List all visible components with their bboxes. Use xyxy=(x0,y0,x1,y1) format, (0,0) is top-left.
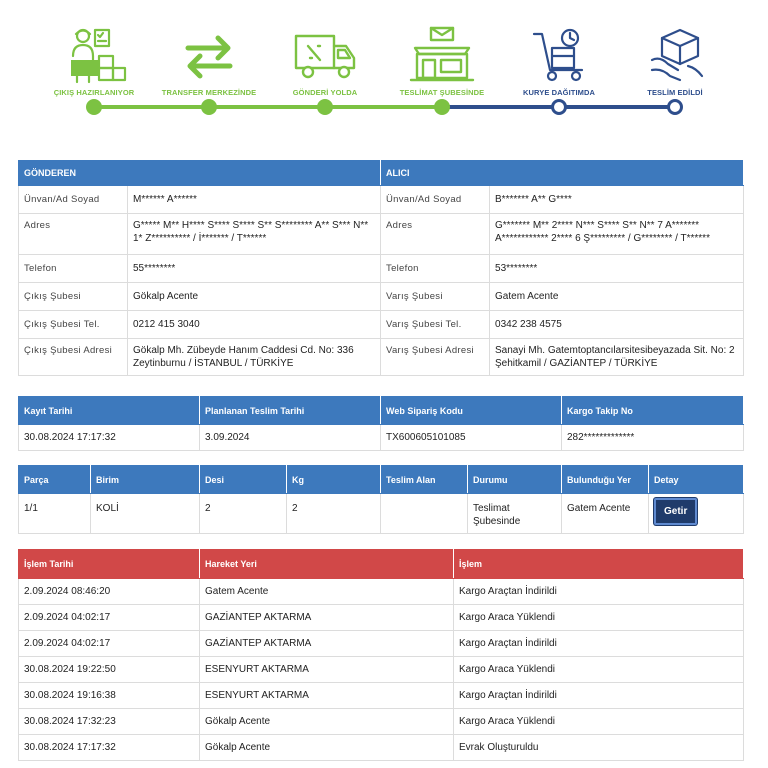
receiver-address-label: Adres xyxy=(381,214,490,255)
unit: KOLİ xyxy=(91,494,200,534)
movement-place: ESENYURT AKTARMA xyxy=(200,683,454,709)
movement-action: Kargo Araca Yüklendi xyxy=(454,709,744,735)
receiver-header: ALICI xyxy=(381,161,744,186)
desi: 2 xyxy=(200,494,287,534)
registration-date-header: Kayıt Tarihi xyxy=(19,397,200,425)
origin-branch: Gökalp Acente xyxy=(128,283,381,311)
destination-branch-phone: 0342 238 4575 xyxy=(490,311,744,339)
step-label: KURYE DAĞITIMDA xyxy=(522,88,596,97)
detail-cell xyxy=(649,494,744,534)
movement-action: Kargo Araçtan İndirildi xyxy=(454,579,744,605)
step-dot-courier xyxy=(551,99,567,115)
table-row xyxy=(19,311,744,339)
planned-delivery-header: Planlanan Teslim Tarihi xyxy=(200,397,381,425)
step-label: GÖNDERİ YOLDA xyxy=(292,88,358,97)
step-preparing xyxy=(34,26,154,97)
step-label: TRANSFER MERKEZİNDE xyxy=(161,88,257,97)
table-row xyxy=(19,255,744,283)
movement-place: GAZİANTEP AKTARMA xyxy=(200,631,454,657)
progress-line-completed xyxy=(94,105,442,109)
planned-delivery-date: 3.09.2024 xyxy=(200,425,381,451)
transfer-arrows-icon xyxy=(174,26,244,84)
table-row xyxy=(19,186,744,214)
table-row xyxy=(19,631,744,657)
location-header: Bulunduğu Yer xyxy=(562,466,649,494)
step-label: TESLİM EDİLDİ xyxy=(647,88,703,97)
hand-truck-icon xyxy=(524,26,594,84)
sender-phone: 55******** xyxy=(128,255,381,283)
piece-count: 1/1 xyxy=(19,494,91,534)
receiver-phone: 53******** xyxy=(490,255,744,283)
sender-address-label: Adres xyxy=(19,214,128,255)
table-row xyxy=(19,735,744,761)
movements-table xyxy=(18,549,744,761)
destination-branch-address: Sanayi Mh. Gatemtoptancılarsitesibeyazada Sit. No: 2 Şehitkamil / GAZİANTEP / TÜRKİYE xyxy=(490,339,744,376)
received-by-header: Teslim Alan xyxy=(381,466,468,494)
preparing-icon xyxy=(59,26,129,84)
sender-header: GÖNDEREN xyxy=(19,161,381,186)
movement-place: ESENYURT AKTARMA xyxy=(200,657,454,683)
movement-action: Kargo Araçtan İndirildi xyxy=(454,683,744,709)
status-header: Durumu xyxy=(468,466,562,494)
movement-date: 30.08.2024 17:32:23 xyxy=(19,709,200,735)
shipment-status-tracker xyxy=(0,0,768,150)
movement-date: 30.08.2024 17:17:32 xyxy=(19,735,200,761)
origin-branch-label: Çıkış Şubesi xyxy=(19,283,128,311)
movement-action: Evrak Oluşturuldu xyxy=(454,735,744,761)
table-row xyxy=(19,283,744,311)
table-row xyxy=(19,709,744,735)
kg: 2 xyxy=(287,494,381,534)
step-delivery-branch xyxy=(382,26,502,97)
destination-branch-address-label: Varış Şubesi Adresi xyxy=(381,339,490,376)
movement-date: 2.09.2024 08:46:20 xyxy=(19,579,200,605)
current-location: Gatem Acente xyxy=(562,494,649,534)
step-on-the-way xyxy=(265,26,385,97)
sender-address: G***** M** H**** S**** S**** S** S******** A** S*** N** 1* Z********** / İ******* / T****** xyxy=(128,214,381,255)
receiver-phone-label: Telefon xyxy=(381,255,490,283)
movement-place: Gökalp Acente xyxy=(200,709,454,735)
received-by xyxy=(381,494,468,534)
table-row xyxy=(19,425,744,451)
movement-date: 30.08.2024 19:16:38 xyxy=(19,683,200,709)
movement-action: Kargo Araca Yüklendi xyxy=(454,605,744,631)
destination-branch: Gatem Acente xyxy=(490,283,744,311)
receiver-name-label: Ünvan/Ad Soyad xyxy=(381,186,490,214)
destination-branch-label: Varış Şubesi xyxy=(381,283,490,311)
step-transfer xyxy=(149,26,269,97)
sender-name-label: Ünvan/Ad Soyad xyxy=(19,186,128,214)
tracking-number: 282************* xyxy=(562,425,744,451)
parties-table xyxy=(18,160,744,376)
get-details-button[interactable]: Getir xyxy=(654,498,697,525)
movement-action: Kargo Araçtan İndirildi xyxy=(454,631,744,657)
step-dot-transfer xyxy=(201,99,217,115)
detail-header: Detay xyxy=(649,466,744,494)
table-row xyxy=(19,657,744,683)
step-delivered xyxy=(615,26,735,97)
tracking-number-header: Kargo Takip No xyxy=(562,397,744,425)
table-row xyxy=(19,339,744,376)
table-row xyxy=(19,683,744,709)
step-courier xyxy=(499,26,619,97)
step-dot-preparing xyxy=(86,99,102,115)
table-row xyxy=(19,579,744,605)
table-row xyxy=(19,494,744,534)
registration-date: 30.08.2024 17:17:32 xyxy=(19,425,200,451)
truck-icon xyxy=(290,26,360,84)
step-dot-delivery-branch xyxy=(434,99,450,115)
piece-header: Parça xyxy=(19,466,91,494)
desi-header: Desi xyxy=(200,466,287,494)
web-order-code-header: Web Sipariş Kodu xyxy=(381,397,562,425)
movement-date: 2.09.2024 04:02:17 xyxy=(19,605,200,631)
movement-place: Gökalp Acente xyxy=(200,735,454,761)
step-dot-delivered xyxy=(667,99,683,115)
movement-action: Kargo Araca Yüklendi xyxy=(454,657,744,683)
movement-date: 30.08.2024 19:22:50 xyxy=(19,657,200,683)
origin-branch-phone-label: Çıkış Şubesi Tel. xyxy=(19,311,128,339)
origin-branch-phone: 0212 415 3040 xyxy=(128,311,381,339)
store-icon xyxy=(407,26,477,84)
step-dot-on-the-way xyxy=(317,99,333,115)
table-row xyxy=(19,605,744,631)
destination-branch-phone-label: Varış Şubesi Tel. xyxy=(381,311,490,339)
web-order-code: TX600605101085 xyxy=(381,425,562,451)
sender-name: M****** A****** xyxy=(128,186,381,214)
table-row xyxy=(19,214,744,255)
movement-place: Gatem Acente xyxy=(200,579,454,605)
receiver-name: B******* A** G**** xyxy=(490,186,744,214)
step-label: ÇIKIŞ HAZIRLANIYOR xyxy=(53,88,135,97)
sender-phone-label: Telefon xyxy=(19,255,128,283)
unit-header: Birim xyxy=(91,466,200,494)
movement-place: GAZİANTEP AKTARMA xyxy=(200,605,454,631)
shipment-info-table xyxy=(18,396,744,451)
movement-place-header: Hareket Yeri xyxy=(200,550,454,579)
kg-header: Kg xyxy=(287,466,381,494)
origin-branch-address-label: Çıkış Şubesi Adresi xyxy=(19,339,128,376)
pieces-table xyxy=(18,465,744,534)
movement-date: 2.09.2024 04:02:17 xyxy=(19,631,200,657)
origin-branch-address: Gökalp Mh. Zübeyde Hanım Caddesi Cd. No: 336 Zeytinburnu / İSTANBUL / TÜRKİYE xyxy=(128,339,381,376)
delivered-box-icon xyxy=(640,26,710,84)
step-label: TESLİMAT ŞUBESİNDE xyxy=(399,88,485,97)
receiver-address: G******* M** 2**** N*** S**** S** N** 7 A******* A************ 2**** 6 Ş********* / G******** / T****** xyxy=(490,214,744,255)
movement-action-header: İşlem xyxy=(454,550,744,579)
delivery-status: Teslimat Şubesinde xyxy=(468,494,562,534)
movement-date-header: İşlem Tarihi xyxy=(19,550,200,579)
